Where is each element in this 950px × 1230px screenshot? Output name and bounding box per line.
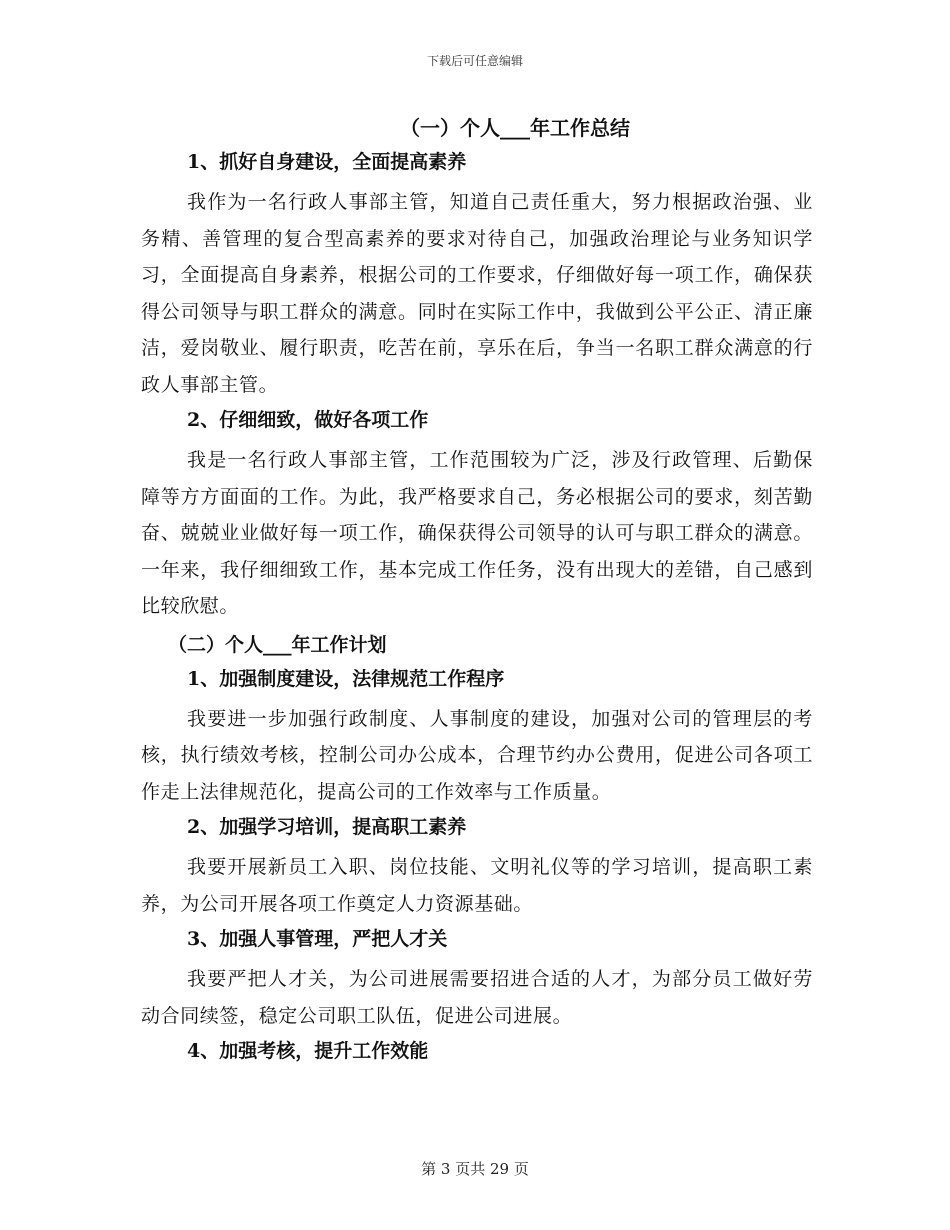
heading-careful-work: 2、仔细细致，做好各项工作 (187, 409, 429, 431)
heading-system-building: 1、加强制度建设，法律规范工作程序 (187, 667, 505, 690)
heading-personnel: 3、加强人事管理，严把人才关 (187, 928, 448, 950)
heading-self-building: 1、抓好自身建设，全面提高素养 (187, 151, 467, 173)
section-title-summary: （一）个人___年工作总结 (400, 116, 630, 140)
page-header: 下载后可任意编辑 (426, 54, 523, 68)
paragraph-careful-work: 我是一名行政人事部主管，工作范围较为广泛，涉及行政管理、后勤保障等方方面面的工作。为此，我严格要求自己，务必根据公司的要求，刻苦勤奋、兢兢业业做好每一项工作，确保获得公司领导的认可与职工群众的满意。一年来，我仔细细致工作，基本完成工作任务，没有出现大的差错，自己感到比较欣慰。 (141, 449, 813, 617)
paragraph-personnel: 我要严把人才关，为公司进展需要招进合适的人才，为部分员工做好劳动合同续签，稳定公司职工队伍，促进公司进展。 (141, 968, 813, 1027)
paragraph-training: 我要开展新员工入职、岗位技能、文明礼仪等的学习培训，提高职工素养，为公司开展各项工作奠定人力资源基础。 (141, 856, 813, 915)
heading-training: 2、加强学习培训，提高职工素养 (187, 816, 467, 838)
heading-assessment: 4、加强考核，提升工作效能 (187, 1040, 429, 1062)
page-footer: 第 3 页共 29 页 (421, 1160, 529, 1178)
paragraph-system-building: 我要进一步加强行政制度、人事制度的建设，加强对公司的管理层的考核，执行绩效考核，控制公司办公成本，合理节约办公费用，促进公司各项工作走上法律规范化，提高公司的工作效率与工作质量。 (141, 707, 813, 803)
section-title-plan: （二）个人___年工作计划 (168, 633, 387, 656)
document-body (141, 108, 813, 1073)
paragraph-self-building: 我作为一名行政人事部主管，知道自己责任重大，努力根据政治强、业务精、善管理的复合型高素养的要求对待自己，加强政治理论与业务知识学习，全面提高自身素养，根据公司的工作要求，仔细做好每一项工作，确保获得公司领导与职工群众的满意。同时在实际工作中，我做到公平公正、清正廉洁，爱岗敬业、履行职责，吃苦在前，享乐在后，争当一名职工群众满意的行政人事部主管。 (141, 191, 813, 396)
